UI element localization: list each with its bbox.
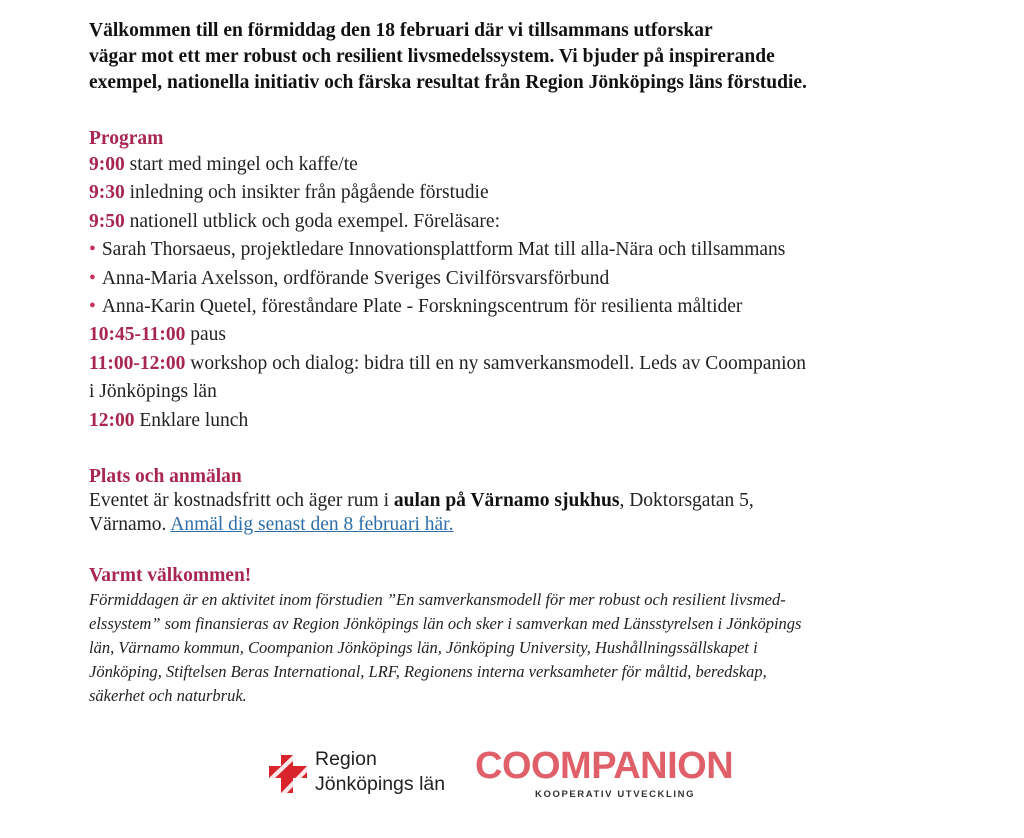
intro-line: Välkommen till en förmiddag den 18 februari där vi tillsammans utforskar — [89, 20, 713, 41]
region-cross-icon — [267, 753, 309, 795]
speaker-item — [89, 293, 969, 321]
plats-text: Eventet är kostnadsfritt och äger rum i — [89, 490, 394, 512]
program-time: 11:00-12:00 — [89, 352, 186, 374]
program-item — [89, 179, 969, 207]
region-logo-text — [315, 747, 445, 797]
speaker-item — [89, 265, 969, 293]
intro-line: vägar mot ett mer robust och resilient livsmedelssystem. Vi bjuder på inspirerande — [89, 46, 775, 67]
bullet-icon: • — [89, 239, 96, 261]
program-text: inledning och insikter från pågående förstudie — [124, 182, 489, 204]
program-item — [89, 350, 969, 378]
plats-text: Värnamo. — [89, 514, 171, 536]
program-item — [89, 208, 969, 236]
program-text: paus — [185, 324, 227, 346]
program-heading: Program — [89, 128, 164, 149]
program-time: 9:30 — [89, 182, 125, 204]
welcome-line: säkerhet och naturbruk. — [89, 686, 247, 706]
welcome-line: län, Värnamo kommun, Coompanion Jönköpings län, Jönköping University, Hushållningssällskapet i — [89, 638, 758, 658]
registration-link[interactable]: Anmäl dig senast den 8 februari här. — [170, 514, 454, 536]
program-time: 9:00 — [89, 154, 125, 175]
region-jonkoping-logo — [263, 747, 453, 797]
welcome-line: Jönköping, Stiftelsen Beras International, LRF, Regionens interna verksamheter för måltid, beredskap, — [89, 662, 767, 682]
region-logo-line: Region — [315, 748, 377, 770]
program-item — [89, 407, 969, 435]
program-continuation: i Jönköpings län — [89, 381, 217, 403]
welcome-line: Förmiddagen är en aktivitet inom förstudien ”En samverkansmodell för mer robust och resilient livsmed- — [89, 590, 786, 610]
region-logo-line: Jönköpings län — [315, 773, 446, 795]
program-text: start med mingel och kaffe/te — [124, 154, 358, 175]
program-time: 12:00 — [89, 409, 135, 431]
program-text: nationell utblick och goda exempel. Föreläsare: — [124, 210, 501, 232]
bullet-icon: • — [89, 267, 96, 289]
welcome-line: elssystem” som finansieras av Region Jönköpings län och sker i samverkan med Länsstyrelsen i Jönköpings — [89, 614, 802, 634]
plats-heading: Plats och anmälan — [89, 466, 242, 488]
plats-location: aulan på Värnamo sjukhus — [393, 490, 620, 512]
program-item — [89, 151, 969, 179]
program-text: workshop och dialog: bidra till en ny samverkansmodell. Leds av Coompanion — [185, 352, 807, 374]
coompanion-tagline: KOOPERATIV UTVECKLING — [535, 789, 696, 800]
speaker-text: Sarah Thorsaeus, projektledare Innovationsplattform Mat till alla-Nära och tillsammans — [101, 239, 786, 261]
intro-paragraph — [89, 18, 969, 96]
program-text: Enklare lunch — [134, 409, 249, 431]
coompanion-wordmark: COOMPANION — [475, 745, 734, 787]
speaker-text: Anna-Karin Quetel, föreståndare Plate - Forskningscentrum för resilienta måltider — [101, 296, 743, 318]
program-time: 9:50 — [89, 210, 125, 232]
program-time: 10:45-11:00 — [89, 324, 186, 346]
event-document — [89, 18, 969, 708]
bullet-icon: • — [89, 296, 96, 318]
welcome-paragraph — [89, 588, 969, 708]
speaker-text: Anna-Maria Axelsson, ordförande Sveriges Civilförsvarsförbund — [101, 267, 610, 289]
program-item — [89, 321, 969, 349]
program-list — [89, 151, 969, 435]
plats-text: , Doktorsgatan 5, — [619, 490, 754, 512]
welcome-heading: Varmt välkommen! — [89, 565, 252, 587]
coompanion-logo — [475, 745, 755, 805]
intro-line: exempel, nationella initiativ och färska resultat från Region Jönköpings läns förstudie. — [89, 72, 807, 93]
speaker-item — [89, 236, 969, 264]
plats-paragraph — [89, 489, 969, 537]
logo-footer — [263, 745, 763, 805]
